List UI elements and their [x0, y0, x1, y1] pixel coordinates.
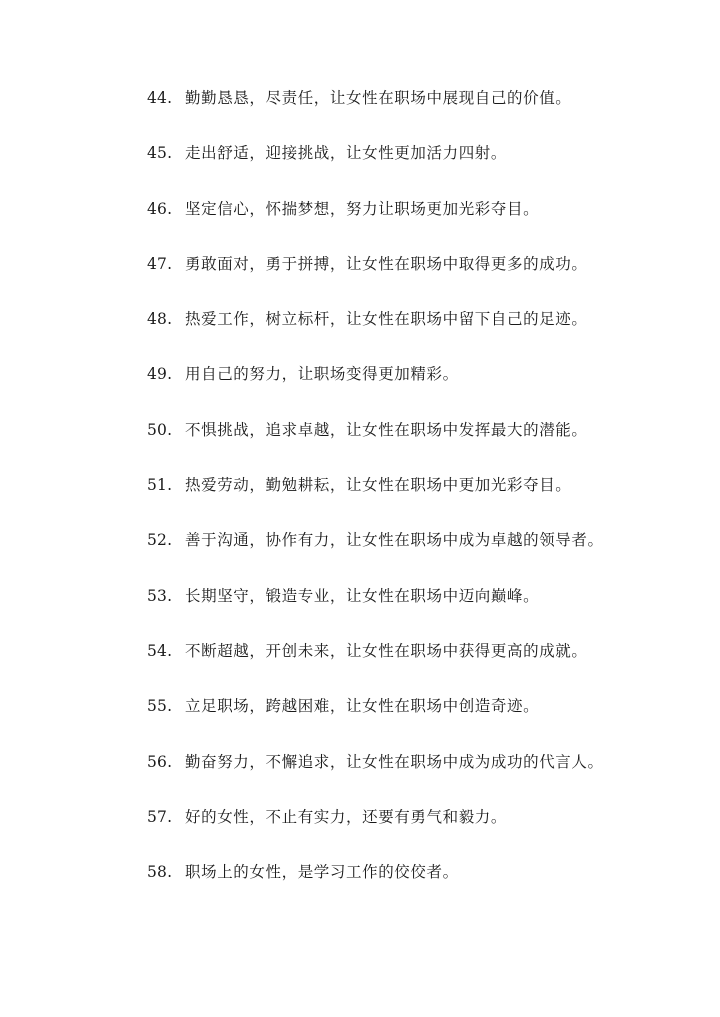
- list-item: [147, 417, 604, 472]
- item-number: 44.: [147, 89, 173, 107]
- list-item: [147, 638, 604, 693]
- item-text: 用自己的努力，让职场变得更加精彩。: [185, 365, 459, 384]
- item-number: 50.: [147, 420, 173, 439]
- item-number: 54.: [147, 641, 173, 660]
- list-item: [147, 251, 604, 306]
- item-number: 46.: [147, 199, 173, 218]
- item-number: 47.: [147, 254, 173, 273]
- item-text: 立足职场，跨越困难，让女性在职场中创造奇迹。: [185, 697, 540, 716]
- list-item: [147, 472, 604, 527]
- item-number: 53.: [147, 586, 173, 605]
- item-text: 长期坚守，锻造专业，让女性在职场中迈向巅峰。: [185, 586, 540, 605]
- item-text: 勇敢面对，勇于拼搏，让女性在职场中取得更多的成功。: [185, 254, 588, 273]
- item-number: 55.: [147, 697, 173, 716]
- list-item: [147, 804, 604, 859]
- item-number: 49.: [147, 365, 173, 384]
- item-text: 职场上的女性，是学习工作的佼佼者。: [185, 863, 459, 882]
- item-text: 不断超越，开创未来，让女性在职场中获得更高的成就。: [185, 641, 588, 660]
- list-item: [147, 859, 604, 914]
- numbered-list: [147, 85, 604, 914]
- item-text: 好的女性，不止有实力，还要有勇气和毅力。: [185, 807, 508, 826]
- item-text: 坚定信心，怀揣梦想，努力让职场更加光彩夺目。: [185, 199, 540, 218]
- item-text: 热爱劳动，勤勉耕耘，让女性在职场中更加光彩夺目。: [185, 476, 572, 495]
- list-item: [147, 527, 604, 582]
- item-number: 52.: [147, 531, 173, 550]
- item-text: 走出舒适，迎接挑战，让女性更加活力四射。: [185, 144, 508, 163]
- list-item: [147, 749, 604, 804]
- item-number: 48.: [147, 310, 173, 329]
- item-text: 勤勤恳恳，尽责任，让女性在职场中展现自己的价值。: [185, 89, 572, 107]
- item-number: 56.: [147, 752, 173, 771]
- list-item: [147, 306, 604, 361]
- list-item: [147, 85, 604, 140]
- item-number: 45.: [147, 144, 173, 163]
- item-number: 57.: [147, 807, 173, 826]
- item-text: 善于沟通，协作有力，让女性在职场中成为卓越的领导者。: [185, 531, 604, 550]
- item-text: 勤奋努力，不懈追求，让女性在职场中成为成功的代言人。: [185, 752, 604, 771]
- item-number: 58.: [147, 863, 173, 882]
- list-item: [147, 196, 604, 251]
- item-number: 51.: [147, 476, 173, 495]
- item-text: 热爱工作，树立标杆，让女性在职场中留下自己的足迹。: [185, 310, 588, 329]
- list-item: [147, 583, 604, 638]
- list-item: [147, 140, 604, 195]
- list-item: [147, 361, 604, 416]
- item-text: 不惧挑战，追求卓越，让女性在职场中发挥最大的潜能。: [185, 420, 588, 439]
- list-item: [147, 693, 604, 748]
